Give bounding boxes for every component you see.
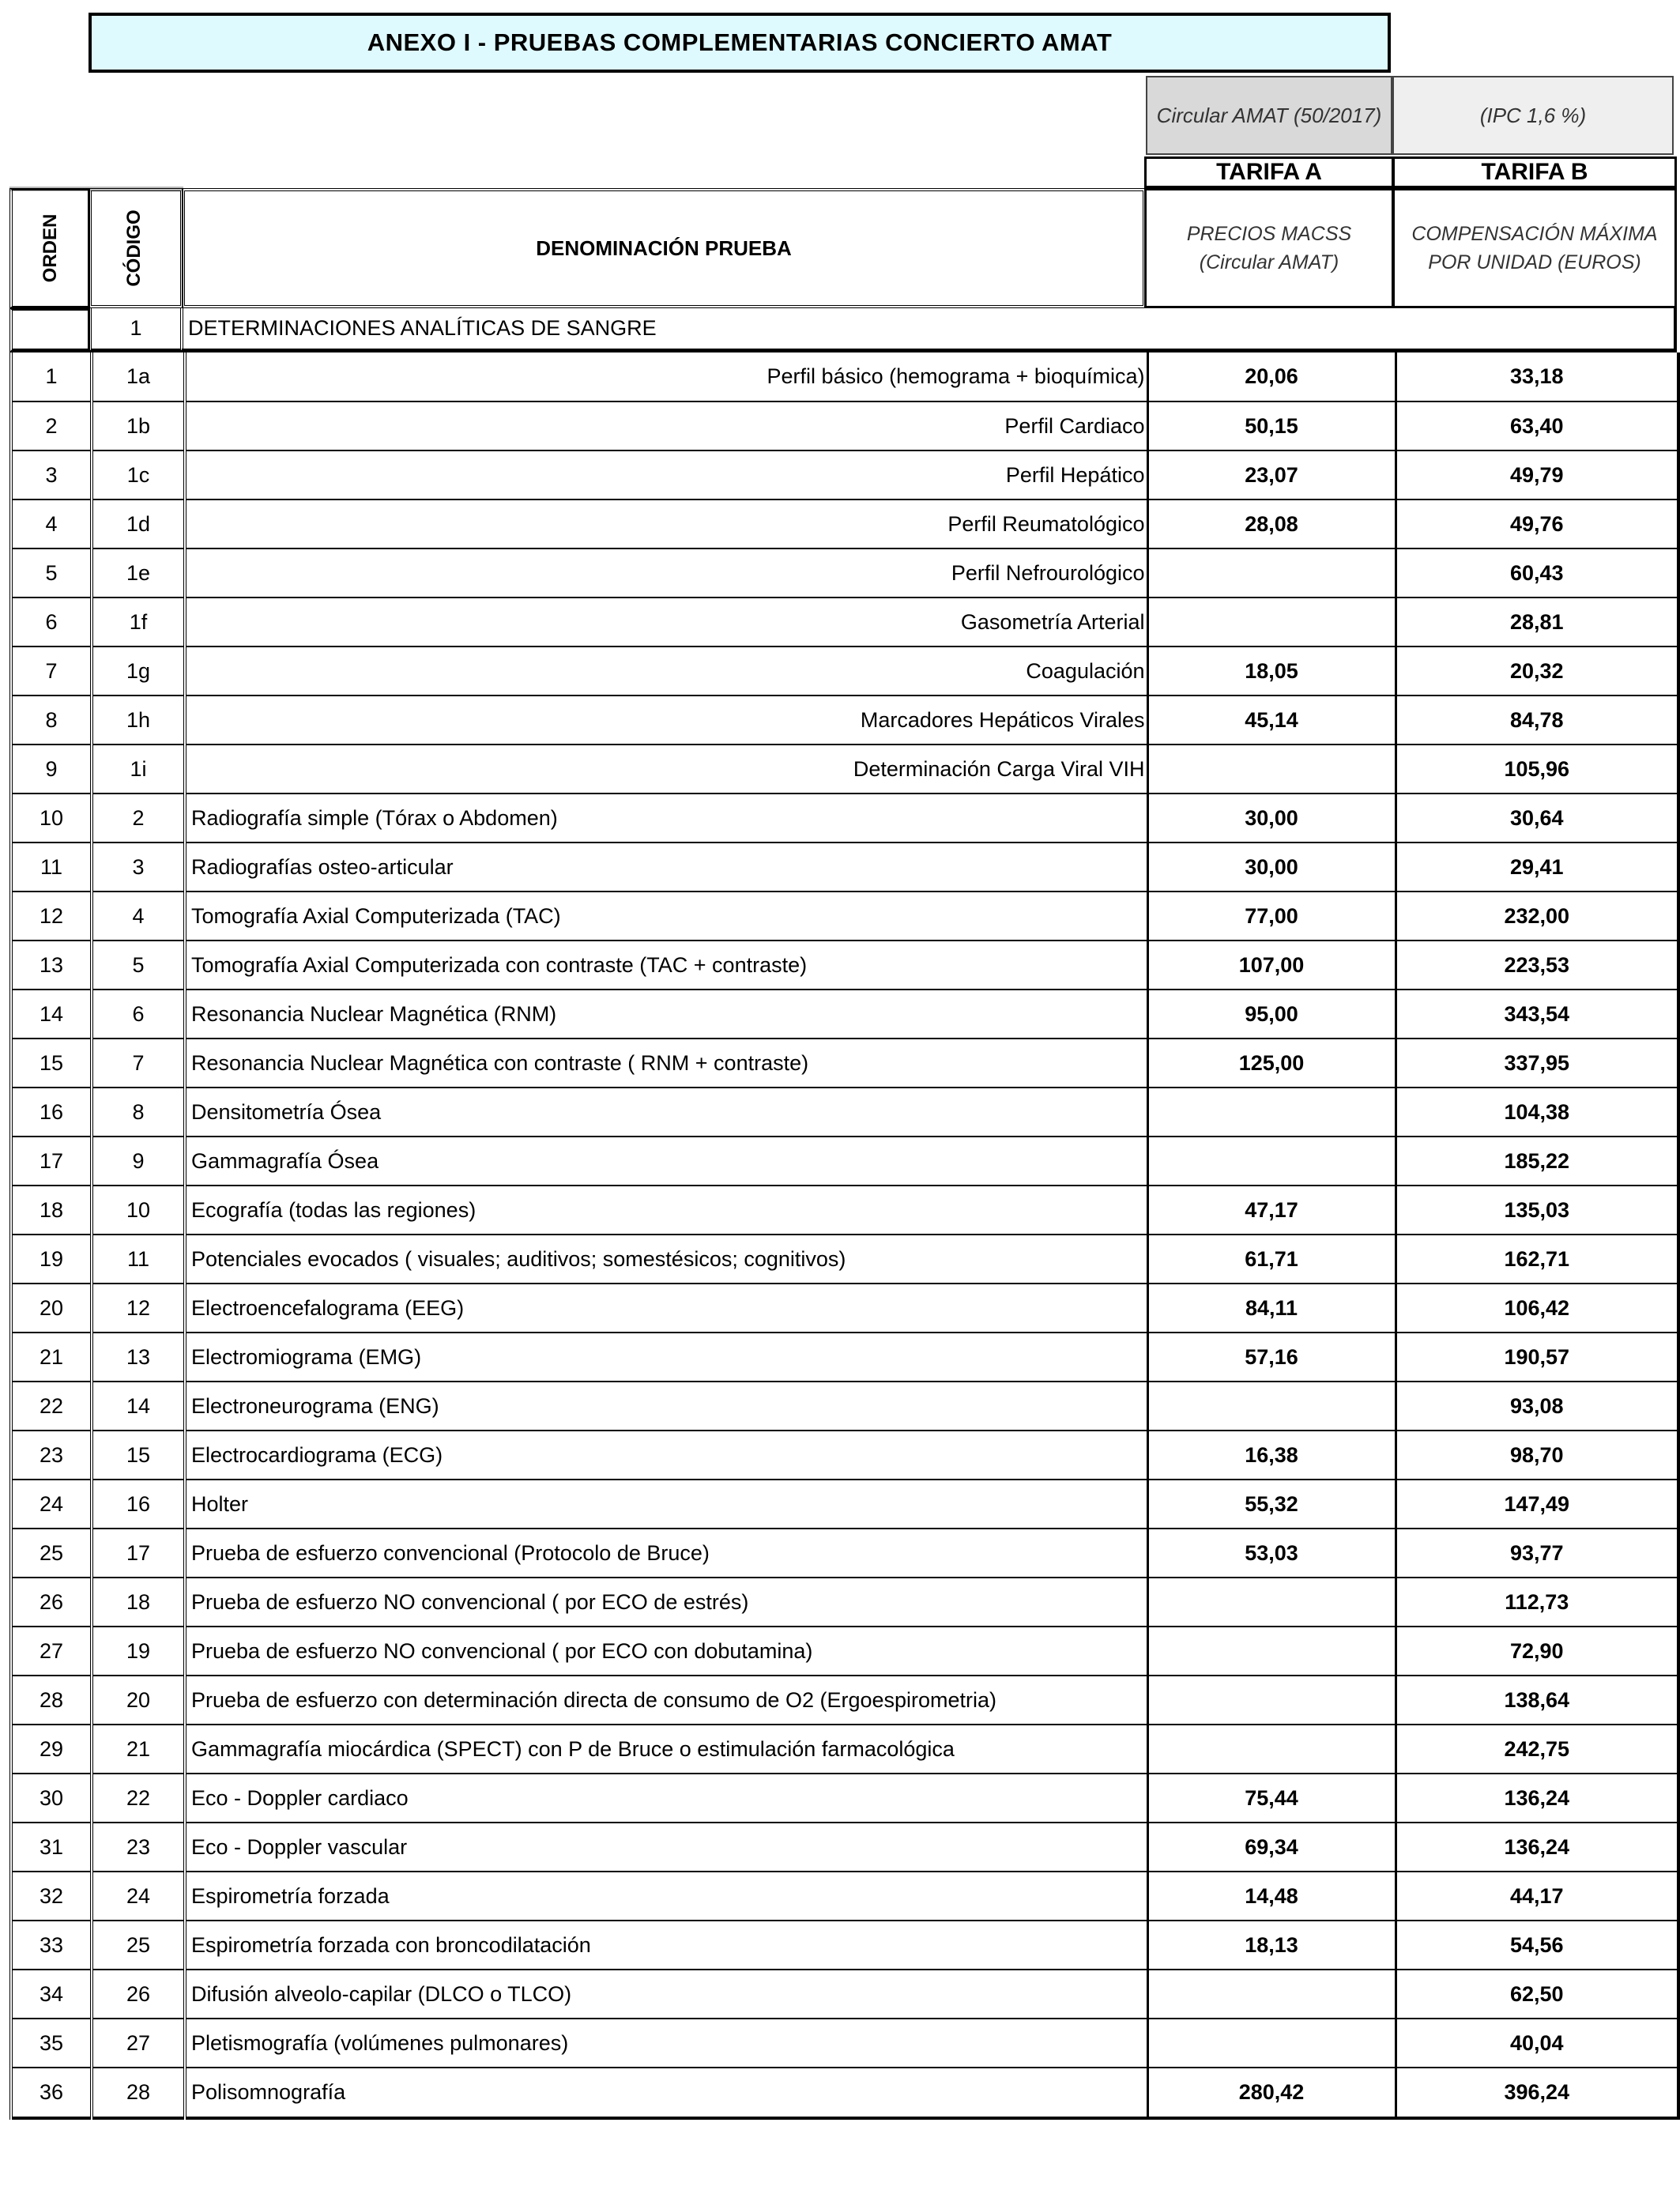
row-orden: 24 [11,1480,92,1529]
row-tarifa-b: 135,03 [1396,1186,1678,1235]
row-tarifa-b: 60,43 [1396,548,1678,598]
row-orden: 3 [11,450,92,499]
row-denominacion: Gammagrafía Ósea [185,1137,1147,1186]
table-row [11,1725,1678,1774]
table-row [11,696,1678,745]
row-orden: 5 [11,548,92,598]
row-orden: 16 [11,1088,92,1137]
row-orden: 7 [11,647,92,696]
table-row [11,941,1678,990]
row-orden: 6 [11,598,92,647]
row-tarifa-a [1147,598,1396,647]
row-codigo: 23 [92,1823,185,1872]
row-codigo: 25 [92,1921,185,1970]
table-row [11,1529,1678,1578]
row-denominacion: Perfil Nefrourológico [185,548,1147,598]
circular-amat-label: Circular AMAT (50/2017) [1146,76,1392,155]
row-tarifa-b: 138,64 [1396,1676,1678,1725]
row-orden: 1 [11,352,92,401]
row-orden: 13 [11,941,92,990]
row-denominacion: Radiografía simple (Tórax o Abdomen) [185,794,1147,843]
precios-column-header [1144,188,1394,308]
row-tarifa-a: 28,08 [1147,499,1396,548]
row-orden: 33 [11,1921,92,1970]
row-codigo: 24 [92,1872,185,1921]
table-row [11,1088,1678,1137]
row-denominacion: Perfil básico (hemograma + bioquímica) [185,352,1147,401]
row-tarifa-a: 125,00 [1147,1039,1396,1088]
row-codigo: 1g [92,647,185,696]
row-denominacion: Coagulación [185,647,1147,696]
table-row [11,745,1678,794]
denominacion-column-header: DENOMINACIÓN PRUEBA [536,236,792,260]
row-tarifa-a: 45,14 [1147,696,1396,745]
row-denominacion: Electrocardiograma (ECG) [185,1431,1147,1480]
row-denominacion: Marcadores Hepáticos Virales [185,696,1147,745]
row-denominacion: Ecografía (todas las regiones) [185,1186,1147,1235]
section-row [9,308,1677,352]
row-tarifa-b: 343,54 [1396,990,1678,1039]
row-tarifa-b: 98,70 [1396,1431,1678,1480]
row-codigo: 1c [92,450,185,499]
table-row [11,499,1678,548]
row-denominacion: Electroencefalograma (EEG) [185,1284,1147,1333]
row-tarifa-b: 93,08 [1396,1382,1678,1431]
row-tarifa-b: 63,40 [1396,401,1678,450]
row-tarifa-a: 280,42 [1147,2068,1396,2118]
table-row [11,1872,1678,1921]
row-tarifa-b: 28,81 [1396,598,1678,647]
compensacion-header-line2: POR UNIDAD (EUROS) [1428,251,1641,273]
row-codigo: 8 [92,1088,185,1137]
row-denominacion: Prueba de esfuerzo NO convencional ( por ECO de estrés) [185,1578,1147,1627]
row-orden: 4 [11,499,92,548]
row-tarifa-a: 53,03 [1147,1529,1396,1578]
row-orden: 18 [11,1186,92,1235]
table-row [11,1284,1678,1333]
table-row [11,1921,1678,1970]
row-denominacion: Tomografía Axial Computerizada con contraste (TAC + contraste) [185,941,1147,990]
row-codigo: 1i [92,745,185,794]
row-codigo: 13 [92,1333,185,1382]
row-tarifa-b: 104,38 [1396,1088,1678,1137]
table-row [11,1186,1678,1235]
row-orden: 2 [11,401,92,450]
section-codigo: 1 [89,308,183,352]
row-tarifa-b: 93,77 [1396,1529,1678,1578]
codigo-column-header: CÓDIGO [123,209,145,287]
row-codigo: 27 [92,2019,185,2068]
row-codigo: 21 [92,1725,185,1774]
row-tarifa-b: 84,78 [1396,696,1678,745]
row-orden: 12 [11,892,92,941]
section-denominacion: DETERMINACIONES ANALÍTICAS DE SANGRE [182,308,1677,352]
row-codigo: 26 [92,1970,185,2019]
row-tarifa-b: 29,41 [1396,843,1678,892]
table-row [11,1823,1678,1872]
row-denominacion: Potenciales evocados ( visuales; auditivos; somestésicos; cognitivos) [185,1235,1147,1284]
row-denominacion: Espirometría forzada con broncodilatación [185,1921,1147,1970]
row-denominacion: Polisomnografía [185,2068,1147,2118]
row-tarifa-b: 162,71 [1396,1235,1678,1284]
precios-header-line1: PRECIOS MACSS [1186,223,1352,245]
row-orden: 10 [11,794,92,843]
row-tarifa-a: 14,48 [1147,1872,1396,1921]
table-row [11,548,1678,598]
table-row [11,1676,1678,1725]
row-tarifa-a: 84,11 [1147,1284,1396,1333]
row-tarifa-b: 106,42 [1396,1284,1678,1333]
row-tarifa-a: 18,05 [1147,647,1396,696]
row-tarifa-a: 30,00 [1147,843,1396,892]
row-codigo: 12 [92,1284,185,1333]
row-codigo: 14 [92,1382,185,1431]
row-tarifa-a: 69,34 [1147,1823,1396,1872]
row-tarifa-b: 49,76 [1396,499,1678,548]
row-tarifa-b: 112,73 [1396,1578,1678,1627]
row-codigo: 1d [92,499,185,548]
row-tarifa-a [1147,1676,1396,1725]
orden-column-header: ORDEN [40,213,61,283]
row-tarifa-b: 185,22 [1396,1137,1678,1186]
row-denominacion: Prueba de esfuerzo con determinación directa de consumo de O2 (Ergoespirometria) [185,1676,1147,1725]
row-tarifa-a: 55,32 [1147,1480,1396,1529]
row-tarifa-a [1147,1382,1396,1431]
table-row [11,1970,1678,2019]
row-codigo: 22 [92,1774,185,1823]
table-row [11,1382,1678,1431]
row-orden: 22 [11,1382,92,1431]
row-orden: 11 [11,843,92,892]
row-orden: 19 [11,1235,92,1284]
row-denominacion: Pletismografía (volúmenes pulmonares) [185,2019,1147,2068]
row-orden: 15 [11,1039,92,1088]
row-tarifa-a: 95,00 [1147,990,1396,1039]
row-orden: 17 [11,1137,92,1186]
row-tarifa-b: 147,49 [1396,1480,1678,1529]
row-tarifa-b: 40,04 [1396,2019,1678,2068]
row-tarifa-b: 62,50 [1396,1970,1678,2019]
row-tarifa-a: 50,15 [1147,401,1396,450]
row-codigo: 28 [92,2068,185,2118]
row-tarifa-a: 57,16 [1147,1333,1396,1382]
row-tarifa-b: 396,24 [1396,2068,1678,2118]
table-row [11,1480,1678,1529]
row-tarifa-b: 33,18 [1396,352,1678,401]
row-codigo: 1f [92,598,185,647]
row-denominacion: Prueba de esfuerzo NO convencional ( por ECO con dobutamina) [185,1627,1147,1676]
table-row [11,1235,1678,1284]
row-orden: 26 [11,1578,92,1627]
row-tarifa-b: 223,53 [1396,941,1678,990]
row-orden: 36 [11,2068,92,2118]
row-denominacion: Electroneurograma (ENG) [185,1382,1147,1431]
section-orden [9,308,90,352]
row-orden: 29 [11,1725,92,1774]
table-row [11,1137,1678,1186]
table-row [11,647,1678,696]
row-orden: 34 [11,1970,92,2019]
row-tarifa-a: 16,38 [1147,1431,1396,1480]
row-denominacion: Holter [185,1480,1147,1529]
table-row [11,598,1678,647]
row-orden: 21 [11,1333,92,1382]
ipc-label: (IPC 1,6 %) [1392,76,1674,155]
table-row [11,1039,1678,1088]
pruebas-table [9,352,1680,2120]
row-denominacion: Difusión alveolo-capilar (DLCO o TLCO) [185,1970,1147,2019]
row-tarifa-b: 54,56 [1396,1921,1678,1970]
document-title: ANEXO I - PRUEBAS COMPLEMENTARIAS CONCIERTO AMAT [89,13,1391,73]
table-row [11,1627,1678,1676]
row-tarifa-b: 72,90 [1396,1627,1678,1676]
table-row [11,2068,1678,2118]
row-tarifa-a: 107,00 [1147,941,1396,990]
row-tarifa-b: 49,79 [1396,450,1678,499]
row-tarifa-a [1147,1970,1396,2019]
row-codigo: 17 [92,1529,185,1578]
row-tarifa-a: 20,06 [1147,352,1396,401]
row-orden: 23 [11,1431,92,1480]
row-tarifa-a [1147,745,1396,794]
row-denominacion: Determinación Carga Viral VIH [185,745,1147,794]
row-tarifa-a: 47,17 [1147,1186,1396,1235]
row-tarifa-a: 30,00 [1147,794,1396,843]
row-orden: 9 [11,745,92,794]
row-codigo: 1b [92,401,185,450]
row-codigo: 15 [92,1431,185,1480]
table-row [11,990,1678,1039]
table-row [11,1774,1678,1823]
row-codigo: 2 [92,794,185,843]
row-codigo: 4 [92,892,185,941]
row-denominacion: Tomografía Axial Computerizada (TAC) [185,892,1147,941]
row-denominacion: Resonancia Nuclear Magnética con contraste ( RNM + contraste) [185,1039,1147,1088]
row-denominacion: Resonancia Nuclear Magnética (RNM) [185,990,1147,1039]
row-tarifa-a: 61,71 [1147,1235,1396,1284]
row-denominacion: Gasometría Arterial [185,598,1147,647]
row-denominacion: Perfil Reumatológico [185,499,1147,548]
row-denominacion: Eco - Doppler cardiaco [185,1774,1147,1823]
row-tarifa-a [1147,2019,1396,2068]
row-denominacion: Electromiograma (EMG) [185,1333,1147,1382]
row-tarifa-a [1147,1137,1396,1186]
row-orden: 14 [11,990,92,1039]
table-row [11,1431,1678,1480]
row-codigo: 20 [92,1676,185,1725]
table-row [11,1578,1678,1627]
row-tarifa-a [1147,1578,1396,1627]
row-orden: 30 [11,1774,92,1823]
table-row [11,352,1678,401]
row-tarifa-a: 23,07 [1147,450,1396,499]
row-orden: 32 [11,1872,92,1921]
table-row [11,450,1678,499]
tarifa-a-header: TARIFA A [1144,156,1394,188]
row-tarifa-b: 232,00 [1396,892,1678,941]
table-row [11,794,1678,843]
row-tarifa-b: 30,64 [1396,794,1678,843]
row-orden: 27 [11,1627,92,1676]
row-tarifa-a [1147,1088,1396,1137]
row-codigo: 1e [92,548,185,598]
row-tarifa-b: 20,32 [1396,647,1678,696]
row-tarifa-b: 190,57 [1396,1333,1678,1382]
row-denominacion: Gammagrafía miocárdica (SPECT) con P de Bruce o estimulación farmacológica [185,1725,1147,1774]
row-codigo: 10 [92,1186,185,1235]
row-codigo: 3 [92,843,185,892]
compensacion-column-header [1392,188,1677,308]
row-codigo: 18 [92,1578,185,1627]
row-tarifa-a [1147,1627,1396,1676]
row-codigo: 11 [92,1235,185,1284]
row-orden: 20 [11,1284,92,1333]
row-codigo: 1h [92,696,185,745]
row-tarifa-b: 136,24 [1396,1774,1678,1823]
row-tarifa-a [1147,548,1396,598]
row-denominacion: Espirometría forzada [185,1872,1147,1921]
row-codigo: 9 [92,1137,185,1186]
row-denominacion: Eco - Doppler vascular [185,1823,1147,1872]
row-denominacion: Perfil Hepático [185,450,1147,499]
row-tarifa-a: 18,13 [1147,1921,1396,1970]
row-codigo: 19 [92,1627,185,1676]
row-orden: 28 [11,1676,92,1725]
row-denominacion: Prueba de esfuerzo convencional (Protocolo de Bruce) [185,1529,1147,1578]
row-codigo: 5 [92,941,185,990]
row-orden: 35 [11,2019,92,2068]
row-tarifa-b: 105,96 [1396,745,1678,794]
precios-header-line2: (Circular AMAT) [1199,251,1339,273]
table-row [11,1333,1678,1382]
compensacion-header-line1: COMPENSACIÓN MÁXIMA [1411,223,1658,245]
tarifa-b-header: TARIFA B [1392,156,1677,188]
row-tarifa-b: 337,95 [1396,1039,1678,1088]
row-codigo: 16 [92,1480,185,1529]
row-orden: 8 [11,696,92,745]
table-row [11,892,1678,941]
row-tarifa-b: 44,17 [1396,1872,1678,1921]
table-row [11,401,1678,450]
row-codigo: 6 [92,990,185,1039]
row-tarifa-b: 136,24 [1396,1823,1678,1872]
row-tarifa-a: 75,44 [1147,1774,1396,1823]
table-row [11,843,1678,892]
row-codigo: 1a [92,352,185,401]
row-orden: 25 [11,1529,92,1578]
row-denominacion: Radiografías osteo-articular [185,843,1147,892]
row-denominacion: Perfil Cardiaco [185,401,1147,450]
row-tarifa-b: 242,75 [1396,1725,1678,1774]
row-denominacion: Densitometría Ósea [185,1088,1147,1137]
row-codigo: 7 [92,1039,185,1088]
table-row [11,2019,1678,2068]
row-tarifa-a [1147,1725,1396,1774]
row-orden: 31 [11,1823,92,1872]
row-tarifa-a: 77,00 [1147,892,1396,941]
